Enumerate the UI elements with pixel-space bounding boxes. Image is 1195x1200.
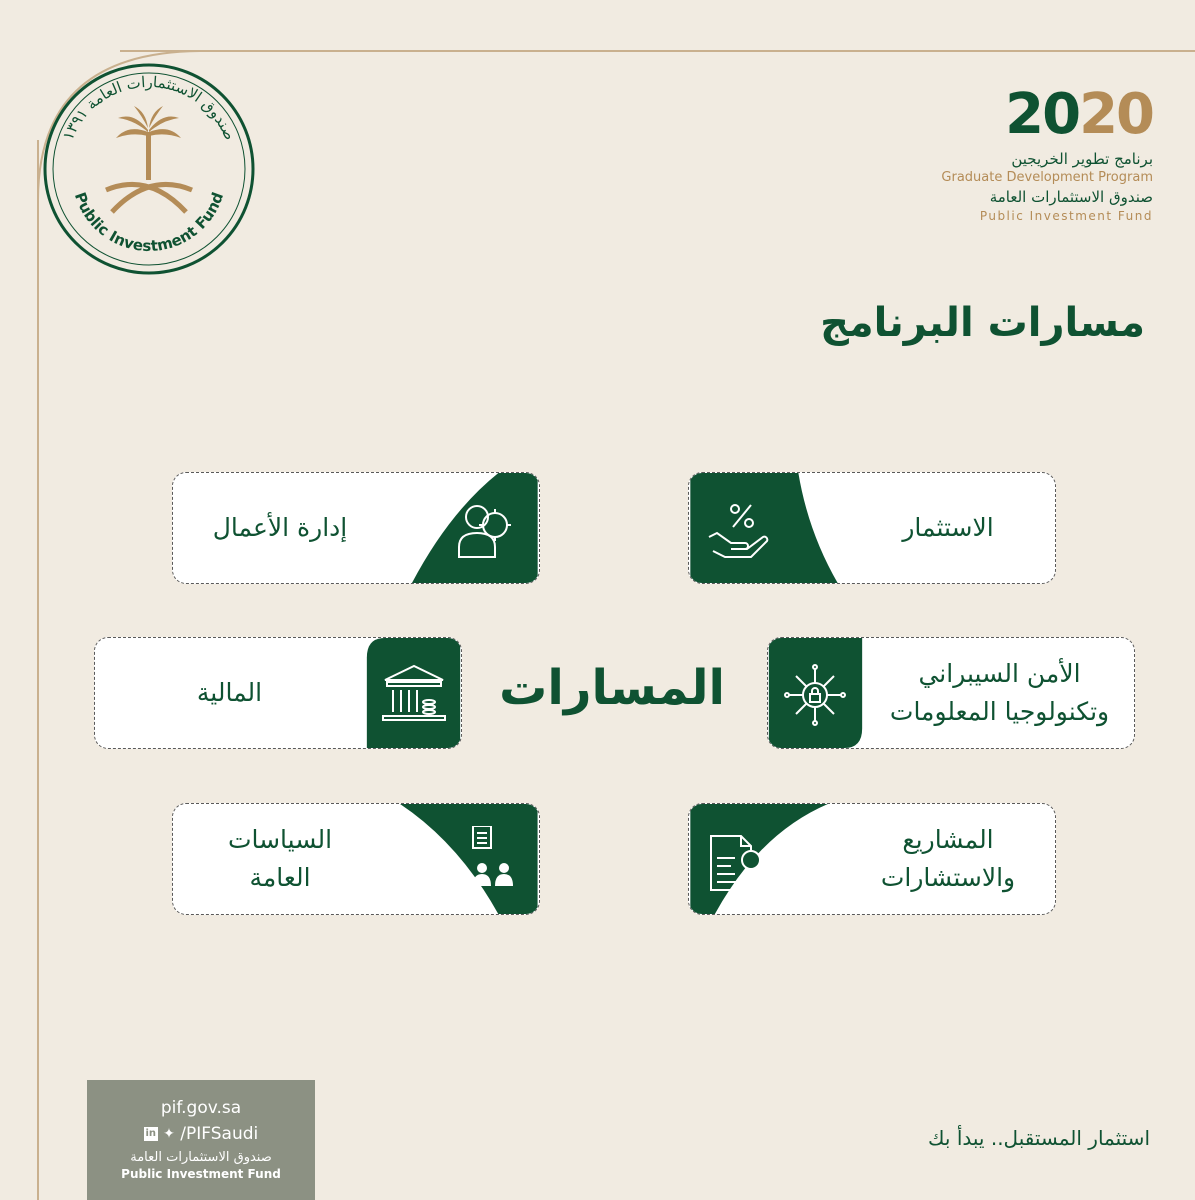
track-card-cyber xyxy=(767,637,1135,749)
track-card-finance xyxy=(94,637,462,749)
social-handle-text: /PIFSaudi xyxy=(180,1124,259,1144)
track-card-investment xyxy=(688,472,1056,584)
track-label-cyber: الأمن السيبراني وتكنولوجيا المعلومات xyxy=(889,659,1110,726)
track-label-investment: الاستثمار xyxy=(902,513,994,542)
seal-arabic-text: صندوق الاستثمارات العامة ١٣٩١ xyxy=(58,72,240,143)
frame-line-left xyxy=(37,140,39,1200)
svg-text:Public Investment Fund xyxy=(71,190,227,255)
brand-year-left: 20 xyxy=(1005,82,1080,147)
center-title: المسارات xyxy=(499,660,725,716)
frame-line-top xyxy=(120,50,1195,52)
website-link[interactable]: pif.gov.sa xyxy=(160,1098,242,1118)
people-document-icon xyxy=(447,826,517,896)
track-label-business: إدارة الأعمال xyxy=(212,513,348,542)
track-card-projects xyxy=(688,803,1056,915)
person-gear-icon xyxy=(447,495,517,565)
footer-arabic-name: صندوق الاستثمارات العامة xyxy=(130,1150,272,1165)
page-title: مسارات البرنامج xyxy=(820,300,1145,346)
brand-english-fund: Public Investment Fund xyxy=(979,209,1153,223)
palm-swords-icon xyxy=(106,106,192,212)
brand-year-right: 20 xyxy=(1079,82,1153,147)
linkedin-icon[interactable]: in xyxy=(145,1128,156,1139)
twitter-icon[interactable]: ✦ xyxy=(163,1126,175,1142)
document-search-icon xyxy=(705,826,775,896)
bank-icon xyxy=(379,660,449,730)
seal-english-text: Public Investment Fund xyxy=(70,189,228,256)
program-brand-logo xyxy=(923,82,1153,225)
track-label-policy: السياسات العامة xyxy=(227,825,333,892)
slogan-text: استثمار المستقبل.. يبدأ بك xyxy=(928,1126,1150,1150)
brand-arabic-fund: صندوق الاستثمارات العامة xyxy=(989,188,1153,206)
brand-year xyxy=(923,82,1153,147)
track-card-business xyxy=(172,472,540,584)
footer-english-name: Public Investment Fund xyxy=(121,1167,281,1181)
brand-english-program: Graduate Development Program xyxy=(941,170,1153,185)
brand-arabic-program: برنامج تطوير الخريجين xyxy=(1011,150,1153,168)
footer-contact-box xyxy=(87,1080,315,1200)
cyber-lock-icon xyxy=(780,660,850,730)
hand-percent-icon xyxy=(705,495,775,565)
track-label-finance: المالية xyxy=(196,678,263,707)
track-card-policy xyxy=(172,803,540,915)
social-handle[interactable] xyxy=(87,1124,315,1144)
pif-seal-logo xyxy=(42,62,256,276)
track-label-projects: المشاريع والاستشارات xyxy=(880,825,1016,892)
